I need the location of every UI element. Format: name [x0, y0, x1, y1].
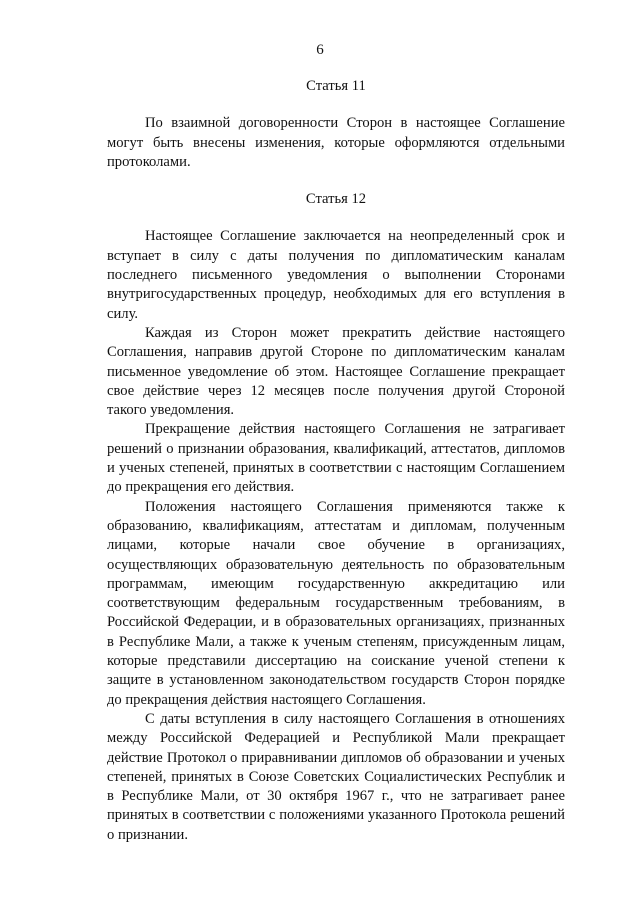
article-paragraph: Прекращение действия настоящего Соглашения не затрагивает решений о признании образования, квалификаций, аттестатов, дипломов и ученых степеней, принятых в соответствии с настоящим Соглашением до прекращения его действия.: [107, 421, 565, 496]
article-paragraph: Настоящее Соглашение заключается на неопределенный срок и вступает в силу с даты получения по дипломатическим каналам последнего письменного уведомления о выполнении Сторонами внутригосударственных процедур, необходимых для его вступления в силу.: [107, 228, 565, 322]
page-number: 6: [316, 42, 324, 58]
article-12: [107, 190, 565, 845]
article-paragraph: Положения настоящего Соглашения применяются также к образованию, квалификациям, аттестатам и дипломам, полученным лицами, которые начали свое обучение в организациях, осуществляющих образовательную деятельность по образовательным программам, имеющим государственную аккредитацию или соответствующим федеральным государственным требованиям, в Российской Федерации, и в образовательных организациях, признанных в Республике Мали, а также к ученым степеням, присужденным лицам, которые представили диссертацию на соискание ученой степени к защите в установленном законодательством государств Сторон порядке до прекращения действия настоящего Соглашения.: [107, 498, 565, 708]
article-paragraph: Каждая из Сторон может прекратить действие настоящего Соглашения, направив другой Стороне по дипломатическим каналам письменное уведомление об этом. Настоящее Соглашение прекращает свое действие через 12 месяцев после получения другой Стороной такого уведомления.: [107, 324, 565, 419]
article-paragraph: По взаимной договоренности Сторон в настоящее Соглашение могут быть внесены изменения, которые оформляются отдельными протоколами.: [107, 115, 565, 170]
document-body: [107, 77, 565, 845]
article-paragraph: С даты вступления в силу настоящего Соглашения в отношениях между Российской Федерацией и Республикой Мали прекращает действие Протокол о приравнивании дипломов об образовании и ученых степеней, принятых в Союзе Советских Социалистических Республик и в Республике Мали, от 30 октября 1967 г., что не затрагивает ранее принятых в соответствии с положениями указанного Протокола решений о признании.: [107, 710, 565, 843]
article-11: [107, 77, 565, 172]
article-heading: Статья 12: [305, 191, 367, 208]
article-heading: Статья 11: [306, 78, 366, 94]
